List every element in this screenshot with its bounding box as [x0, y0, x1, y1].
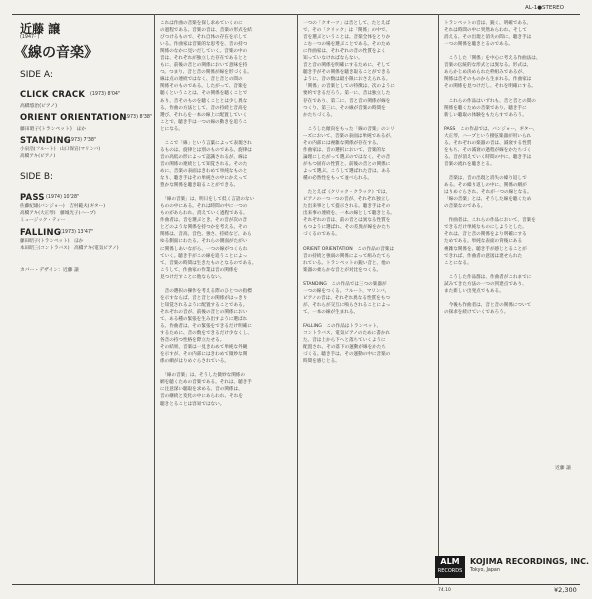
album-title: 《線の音楽》 — [14, 45, 98, 61]
track-performers: 藤田昭子(トランペット) ほか — [20, 127, 87, 132]
track-performers: 小泉浩(フルート) 山口保宣(マリンバ) 高橋アキ(ピアノ) — [20, 147, 101, 160]
track-standing: STANDING — [20, 135, 71, 145]
composer-name: 近藤 譲 — [20, 22, 61, 36]
column-divider-1 — [154, 14, 155, 585]
side-b-label: SIDE B: — [20, 172, 54, 182]
track-performers: 高橋悠治(ピアノ) — [20, 104, 57, 109]
cover-design-credit: カバー・デザイン：近藤 譲 — [20, 268, 79, 273]
catalog-number: AL-1●STEREO — [525, 5, 564, 11]
track-orient-orientation: ORIENT ORIENTATION — [20, 112, 127, 122]
composer-years: (1947- ) — [20, 35, 40, 40]
track-performers: 藤田昭子(トランペット) ほか 本田昭三(コントラバス) 高橋アキ(電気ピアノ) — [20, 239, 119, 252]
essay-column-3: トランペットの音は、鋭く、明確である。 それは時間の中に突然あらわれ、そして 消える。その出現と消失の間に、聴き手は 一つの関係を聴きとるのである。 こうした「関係」を中心に考える作曲法は、 音楽の伝統的な形式とは異なる。形式は、 あらかじめ決められた枠組みであるが、 関係は音そのものから生まれる。作曲家は その関係を見つけだし、それを明確にする。 これらの作品はいずれも、音と音との間の 関係を聴くための音楽であり、聴き手に 新しい聴取の体験をもたらすであろう。 PASS この作品では、バンジョー、ギター、 大正琴、ハープという撥弦楽器が用いられ る。それぞれの楽器の音は、減衰する性質 をもち、その減衰の過程が線をかたちづく る。音が消えていく時間の中に、聴き手は 音楽の流れを聴きとる。 音楽は、音の出現と消失の繰り返しで ある。その繰り返しの中に、関係の網が はりめぐらされ、それが一つの線となる。 「線の音楽」とは、そうした線を聴くため の音楽なのである。 作曲者は、これらの作品において、音楽を できるだけ単純なものにしようとした。 それは、音と音の関係をより明確にする ためである。単純な表面の背後にある 複雑な関係を、聴き手が感じとることが できれば、作曲者の意図は達せられた ことになる。 こうした作品群は、作曲者がこれまでに 試みてきた方法の一つの到達点であり、 また新しい出発点でもある。 今後も作曲者は、音と音の関係について の探求を続けていくであろう。 — [444, 21, 541, 315]
logo-bottom-text: RECORDS — [437, 568, 463, 574]
side-a-label: SIDE A: — [20, 70, 53, 80]
print-code: 74.10 — [438, 588, 451, 593]
track-year: (1973) 8'38" — [122, 115, 153, 120]
track-pass: PASS — [20, 192, 45, 202]
track-falling: FALLING — [20, 227, 62, 237]
track-click-crack: CLICK CRACK — [20, 89, 86, 99]
essay-signature: 近藤 譲 — [555, 466, 571, 471]
price: ¥2,300 — [554, 586, 577, 594]
bottom-border — [12, 584, 580, 585]
track-year: (1973) 13'47" — [60, 230, 94, 235]
column-divider-3 — [438, 14, 439, 585]
logo-top-text: ALM — [440, 557, 460, 566]
company-city: Tokyo, Japan — [470, 568, 500, 573]
top-border — [12, 14, 580, 15]
alm-records-logo — [435, 556, 465, 578]
essay-column-2: 一つの「クオーツ」は音として、たとえば で、その「クリック」は「関係」の中で、 音を選ぶということは、音楽全体をとりか こむ一つの場を選ぶことである。そのため に作曲家は、それぞれの音の性質をよく 知っていなければならない。 音と音の関係を明確にするために、そして 聴き手がその関係を聴き取ることができる ように、音の数は最小限におさえられる。 「関係」の音楽としての特徴は、次のように 要約できるだろう。第一に、音は独立した 存在であり、第二に、音と音の関係が線を つくり、第三に、その線が音楽の時間を かたちづくる。 こうした傾向をもった「線の音楽」のシリ ーズにおいて、音楽の表面は単純であるが、 その内部には複雑な関係が存在する。 作曲家は、音の選択において、音楽的な 論理にしたがって選ぶのではなく、その音 がもつ固有の性質と、前後の音との関係に よって選ぶ。こうして選ばれた音は、ある 種の必然性をもって並べられる。 たとえば《クリック・クラック》では、 ピアノの一つ一つの音が、それぞれ独立し た出来事として提示される。聴き手はその 出来事の連続を、一本の線として聴きとる。 それぞれの音は、前の音とは異なる性質を もつように選ばれ、その差異が線をかたち づくるのである。 ORIENT ORIENTATION この作品の音楽は 音の持続と強弱の関係によって組みたてら れている。トランペットの鋭い音と、他の 楽器の柔らかな音とが対比をつくる。 STANDING この作品では三つの楽器が 一つの線をつくる。フルート、マリンバ、 ピアノの音は、それぞれ異なる性質をもつ が、それらが交互に鳴らされることによっ て、一本の線が生まれる。 FALLING この作品はトランペット、 コントラバス、電気ピアノのために書かれ た。音は上から下へと落ちていくように 配置され、その落下の運動が線をかたち づくる。聴き手は、その運動の中に音楽の 時間を感じとる。 — [303, 21, 395, 365]
column-divider-2 — [297, 14, 298, 585]
record-company: KOJIMA RECORDINGS, INC. — [470, 557, 590, 566]
track-year: (1973) 8'04" — [90, 92, 121, 97]
track-year: (1974) 10'28" — [46, 195, 80, 200]
essay-column-1: これは作曲の音楽を探し求めていくのに の過程である。音楽の音は、音楽の形式を結 びつけるもので、それ自体の存在を示して いる。作曲家は音楽的な思考を、音の持つ 関係のなかに見いだしていく。音楽の中の 音は、それぞれが独立した存在であるとと もに、前後の音との関係において意味を持 つ。つまり、音と音の関係が線を形づくる。 線は点の連続ではなく、音と音との間の 関係そのものである。したがって、音楽を 聴くということは、その関係を聴くことで あり、音そのものを聴くこととは少し異な る。作曲の方法として、音の持続と音高を 選び、それらを一本の線上に配置していく ことで、聴き手は一つの線の動きを追うこ とになる。 ここで「線」という言葉によって表現され るものは、旋律とは別のものである。旋律は 音の高低の形によって認識されるが、線は 音の関係の連続として知覚される。そのた めに、音楽の表面はきわめて単純なものと なり、聴き手はその単純さの中にかえって 豊かな関係を聴き取ることができる。 「線の音楽」は、明日をして低く言語のない ものの中にある。それは時間の中に一つの ものがあらわれ、消えていく過程である。 作曲者は、音を選ぶとき、その音が次の音 とどのような関係を持つかを考える。その 関係は、音高、音色、強さ、持続など、あら ゆる側面にわたる。それらの側面がたがい に関係しあいながら、一つの線がつくられ ていく。聴き手がこの線を追うことによっ て、音楽の時間は生きたものとなるのである。 こうして、作曲家の作業は音の関係を 見つけだすことに他ならない。 音の選択の操作を考える際のひとつの指標 を示すならば、音と音との関係がはっきり と知覚されるように配置することである。 それぞれの音が、前後の音との関係におい て、ある種の緊張を生み出すように選ばれ る。作曲者は、その緊張をできるだけ明確に するために、音の数をできるだけ少なくし、 各音の持つ性格を際立たせる。 その結果、音楽は一見きわめて単純な外観 を示すが、その内部にはきわめて微妙な関 係の網がはりめぐらされている。 「線の音楽」は、そうした微妙な関係の 網を聴くための音楽である。それは、聴き手 に注意深い聴取を求める。音の関係は、 音の継続と変化の中にあらわれ、それを 聴きとることは容易ではない。 — [160, 21, 257, 407]
track-performers: 佐藤紀雄(バンジョー) 吉村範夫(ギター) 高橋アキ(大正琴) 藤城光子(ハープ) ミュージック・ティー — [20, 204, 106, 224]
track-year: (1973) 7'38" — [66, 138, 97, 143]
